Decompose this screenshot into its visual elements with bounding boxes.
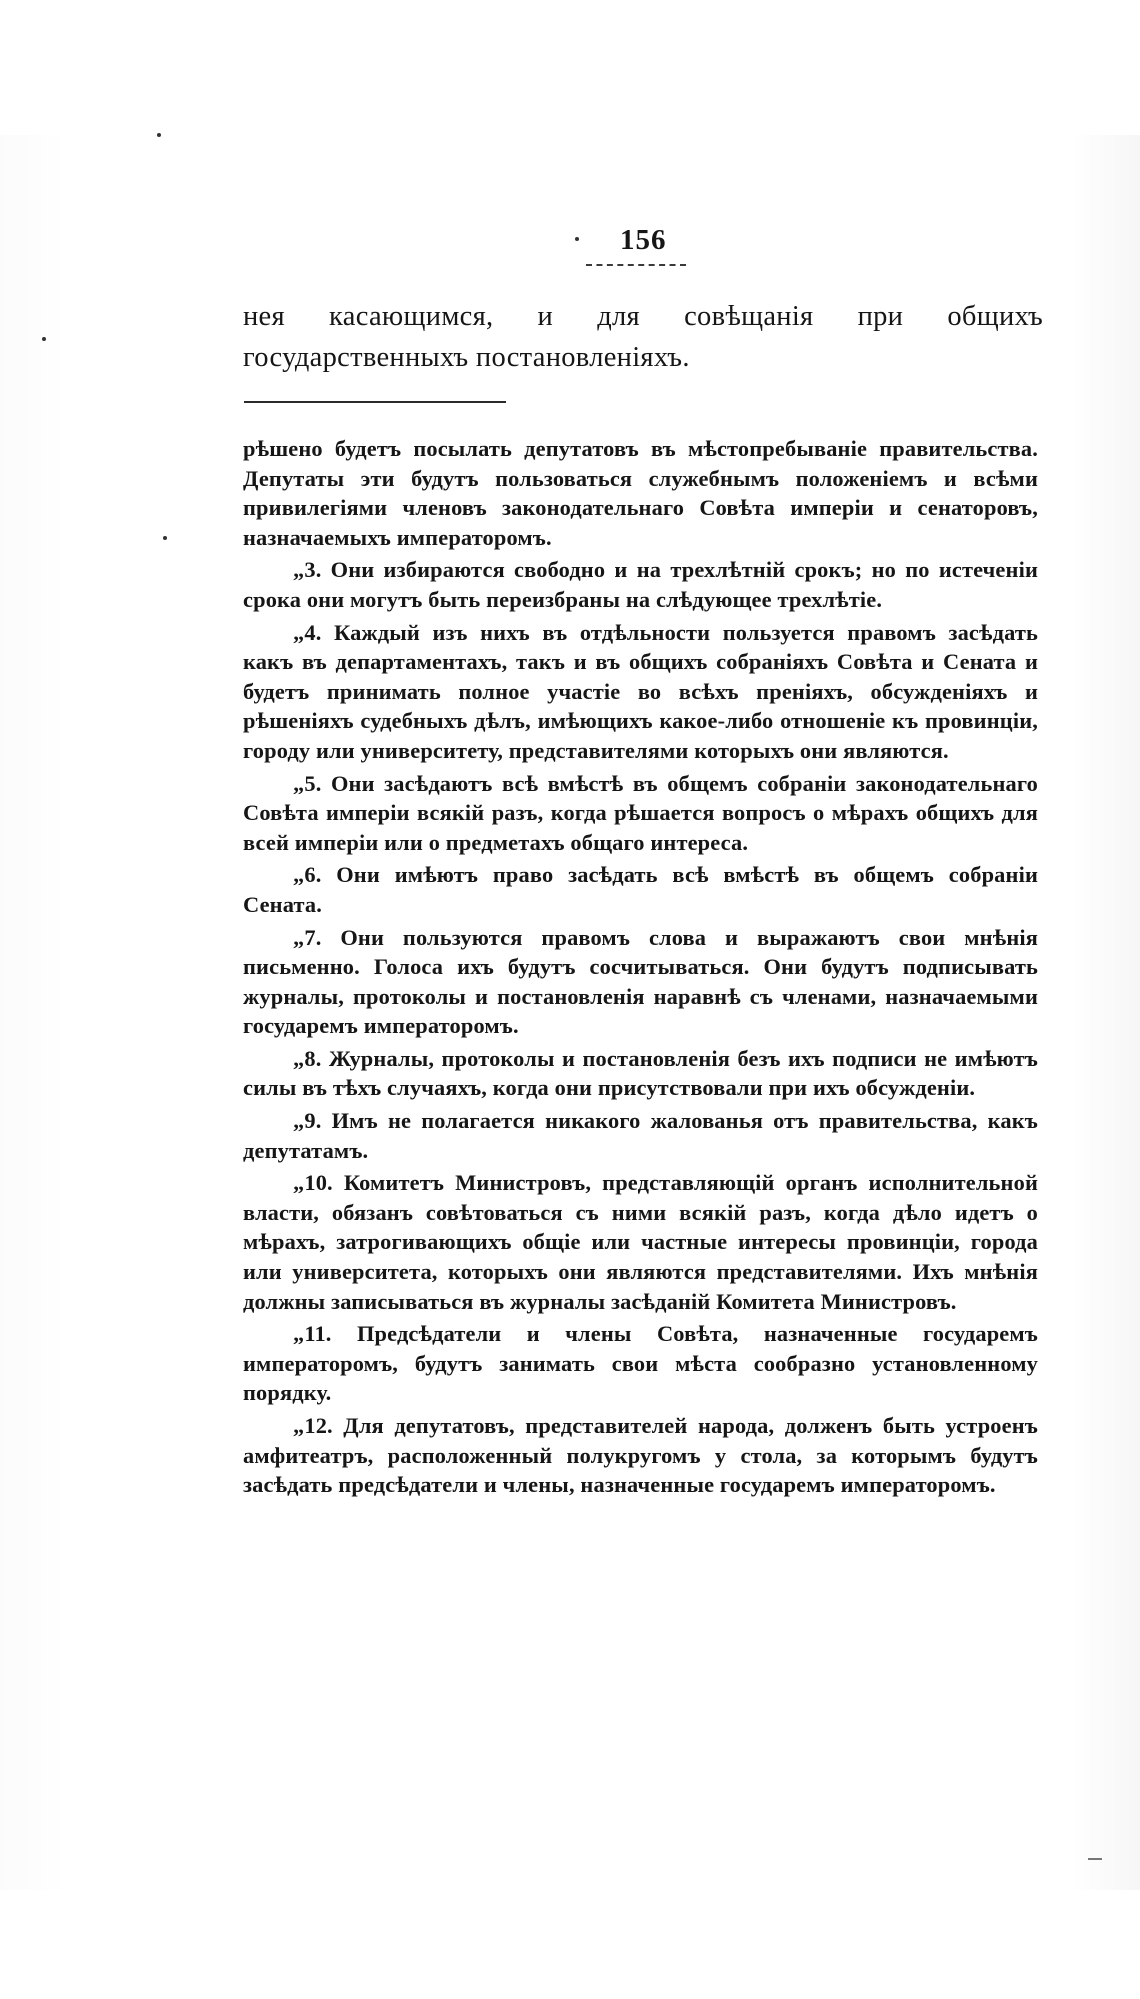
paragraph-article-5: „5. Они засѣдаютъ всѣ вмѣстѣ въ общемъ собраніи законодательнаго Совѣта имперіи всякій разъ, когда рѣшается вопросъ о мѣрахъ общихъ для всей имперіи или о предметахъ общаго интереса.	[243, 770, 1038, 855]
paragraph-article-12: „12. Для депутатовъ, представителей народа, долженъ быть устроенъ амфитеатръ, расположенный полукругомъ у стола, за которымъ будутъ засѣдать предсѣдатели и члены, назначенные государемъ императоромъ.	[243, 1413, 1038, 1498]
page-number-underline	[586, 264, 686, 266]
margin-speck	[575, 237, 579, 241]
section-divider	[244, 401, 506, 403]
paragraph-article-6: „6. Они имѣютъ право засѣдать всѣ вмѣстѣ въ общемъ собраніи Сената.	[243, 862, 1038, 917]
paragraph-article-11: „11. Предсѣдатели и члены Совѣта, назначенные государемъ императоромъ, будутъ занимать свои мѣста сообразно установленному порядку.	[243, 1321, 1038, 1406]
margin-speck	[163, 536, 167, 540]
page-number: 156	[620, 224, 667, 256]
paragraph-article-9: „9. Имъ не полагается никакого жалованья отъ правительства, какъ депутатамъ.	[243, 1108, 1038, 1163]
paragraph-continued: рѣшено будетъ посылать депутатовъ въ мѣстопребываніе правительства. Депутаты эти будутъ пользоваться служебнымъ положеніемъ и всѣми привилегіями членовъ законодательнаго Совѣта имперіи и сенаторовъ, назначаемыхъ императоромъ.	[243, 436, 1038, 550]
margin-speck	[42, 337, 46, 341]
continuation-paragraph: нея касающимся, и для совѣщанія при общихъ государственныхъ постановленіяхъ.	[243, 301, 1043, 373]
body-text	[243, 434, 1038, 1503]
paragraph-article-10: „10. Комитетъ Министровъ, представляющій органъ исполнительной власти, обязанъ совѣтоваться съ ними всякій разъ, когда дѣло идетъ о мѣрахъ, затрогивающихъ общіе или частные интересы провинціи, города или университета, которыхъ они являются представителями. Ихъ мнѣнія должны записываться въ журналы засѣданій Комитета Министровъ.	[243, 1170, 1038, 1314]
scan-edge-mark	[1088, 1858, 1102, 1860]
paragraph-article-8: „8. Журналы, протоколы и постановленія безъ ихъ подписи не имѣютъ силы въ тѣхъ случаяхъ, когда они присутствовали при ихъ обсужденіи.	[243, 1045, 1038, 1101]
paragraph-article-3: „3. Они избираются свободно и на трехлѣтній срокъ; но по истеченіи срока они могутъ быть переизбраны на слѣдующее трехлѣтіе.	[243, 557, 1038, 612]
margin-speck	[157, 133, 161, 137]
paragraph-article-4: „4. Каждый изъ нихъ въ отдѣльности пользуется правомъ засѣдать какъ въ департаментахъ, такъ и въ общихъ собраніяхъ Совѣта и Сената и будетъ принимать полное участіе во всѣхъ преніяхъ, обсужденіяхъ и рѣшеніяхъ судебныхъ дѣлъ, имѣющихъ какое-либо отношеніе къ провинціи, городу или университету, представителями которыхъ они являются.	[243, 619, 1038, 763]
paragraph-article-7: „7. Они пользуются правомъ слова и выражаютъ свои мнѣнія письменно. Голоса ихъ будутъ сосчитываться. Они будутъ подписывать журналы, протоколы и постановленія наравнѣ съ членами, назначаемыми государемъ императоромъ.	[243, 924, 1038, 1039]
